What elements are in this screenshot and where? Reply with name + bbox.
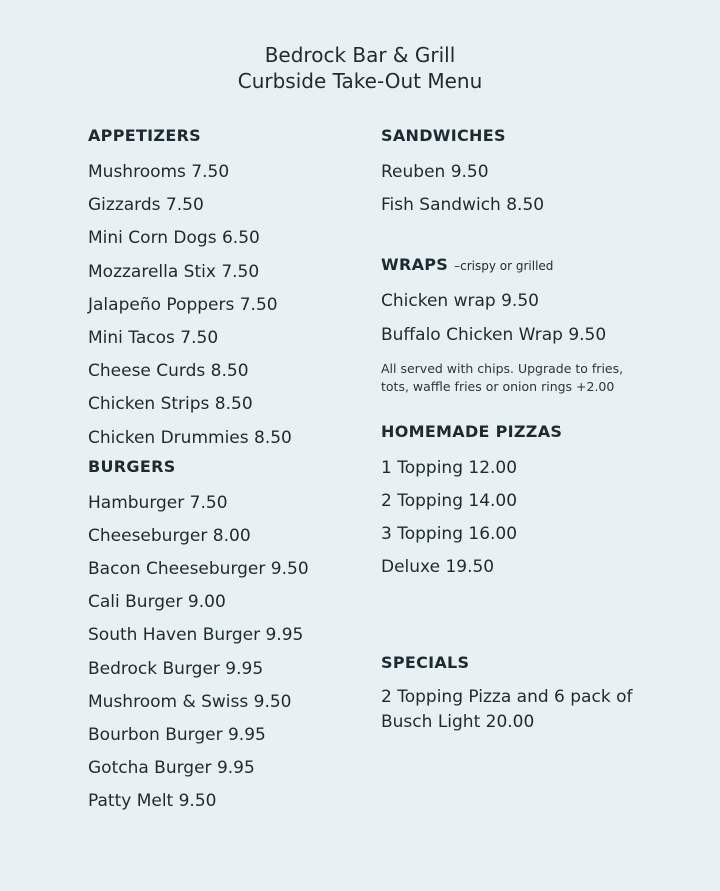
appetizers-section — [88, 126, 358, 455]
menu-item: Gotcha Burger 9.95 — [88, 758, 255, 779]
menu-item: Chicken Drummies 8.50 — [88, 427, 292, 448]
menu-item: 2 Topping 14.00 — [381, 490, 518, 511]
left-column — [88, 126, 358, 819]
spacer — [381, 222, 671, 255]
wraps-heading — [381, 255, 671, 275]
menu-item: Jalapeño Poppers 7.50 — [88, 294, 278, 315]
menu-item: Mini Tacos 7.50 — [88, 327, 219, 348]
menu-item: South Haven Burger 9.95 — [88, 625, 304, 646]
appetizers-heading: APPETIZERS — [88, 126, 202, 145]
menu-subtitle: Curbside Take-Out Menu — [237, 69, 483, 93]
menu-item: Patty Melt 9.50 — [88, 791, 217, 812]
spacer — [381, 396, 671, 422]
pizzas-heading: HOMEMADE PIZZAS — [381, 421, 563, 441]
menu-item: Gizzards 7.50 — [88, 195, 204, 216]
specials-section — [381, 653, 671, 735]
sandwiches-heading: SANDWICHES — [381, 126, 506, 145]
menu-item: Cheese Curds 8.50 — [88, 361, 249, 382]
menu-item: Bourbon Burger 9.95 — [88, 725, 266, 745]
menu-item: Reuben 9.50 — [381, 162, 489, 182]
menu-item: Mushrooms 7.50 — [88, 162, 230, 182]
spacer — [381, 585, 671, 653]
wraps-section — [381, 255, 671, 395]
menu-item: Cheeseburger 8.00 — [88, 525, 251, 546]
pizzas-section — [381, 422, 671, 585]
menu-item: Deluxe 19.50 — [381, 557, 495, 578]
specials-heading: SPECIALS — [381, 652, 470, 672]
menu-item: Mozzarella Stix 7.50 — [88, 261, 260, 282]
burgers-section — [88, 457, 358, 819]
menu-item: Bedrock Burger 9.95 — [88, 658, 264, 679]
menu-item: Chicken wrap 9.50 — [381, 291, 539, 312]
burgers-heading: BURGERS — [88, 456, 176, 476]
menu-item: Hamburger 7.50 — [88, 492, 228, 513]
menu-item: Mushroom & Swiss 9.50 — [88, 691, 292, 712]
wraps-served-note: All served with chips. Upgrade to fries, tots, waffle fries or onion rings +2.00 — [381, 360, 624, 394]
menu-item: Bacon Cheeseburger 9.50 — [88, 559, 309, 580]
special-item: 2 Topping Pizza and 6 pack of Busch Light 20.00 — [381, 686, 633, 732]
restaurant-name: Bedrock Bar & Grill — [264, 43, 456, 67]
menu-item: Fish Sandwich 8.50 — [381, 195, 545, 216]
right-column — [381, 126, 671, 735]
wraps-title: WRAPS — [381, 255, 449, 275]
menu-item: Chicken Strips 8.50 — [88, 394, 253, 415]
menu-header — [0, 42, 720, 94]
menu-item: Mini Corn Dogs 6.50 — [88, 228, 260, 249]
menu-item: Cali Burger 9.00 — [88, 592, 226, 613]
menu-item: 1 Topping 12.00 — [381, 457, 518, 478]
sandwiches-section — [381, 126, 671, 222]
wraps-note: –crispy or grilled — [454, 259, 554, 274]
menu-item: 3 Topping 16.00 — [381, 524, 518, 545]
menu-item: Buffalo Chicken Wrap 9.50 — [381, 324, 607, 345]
